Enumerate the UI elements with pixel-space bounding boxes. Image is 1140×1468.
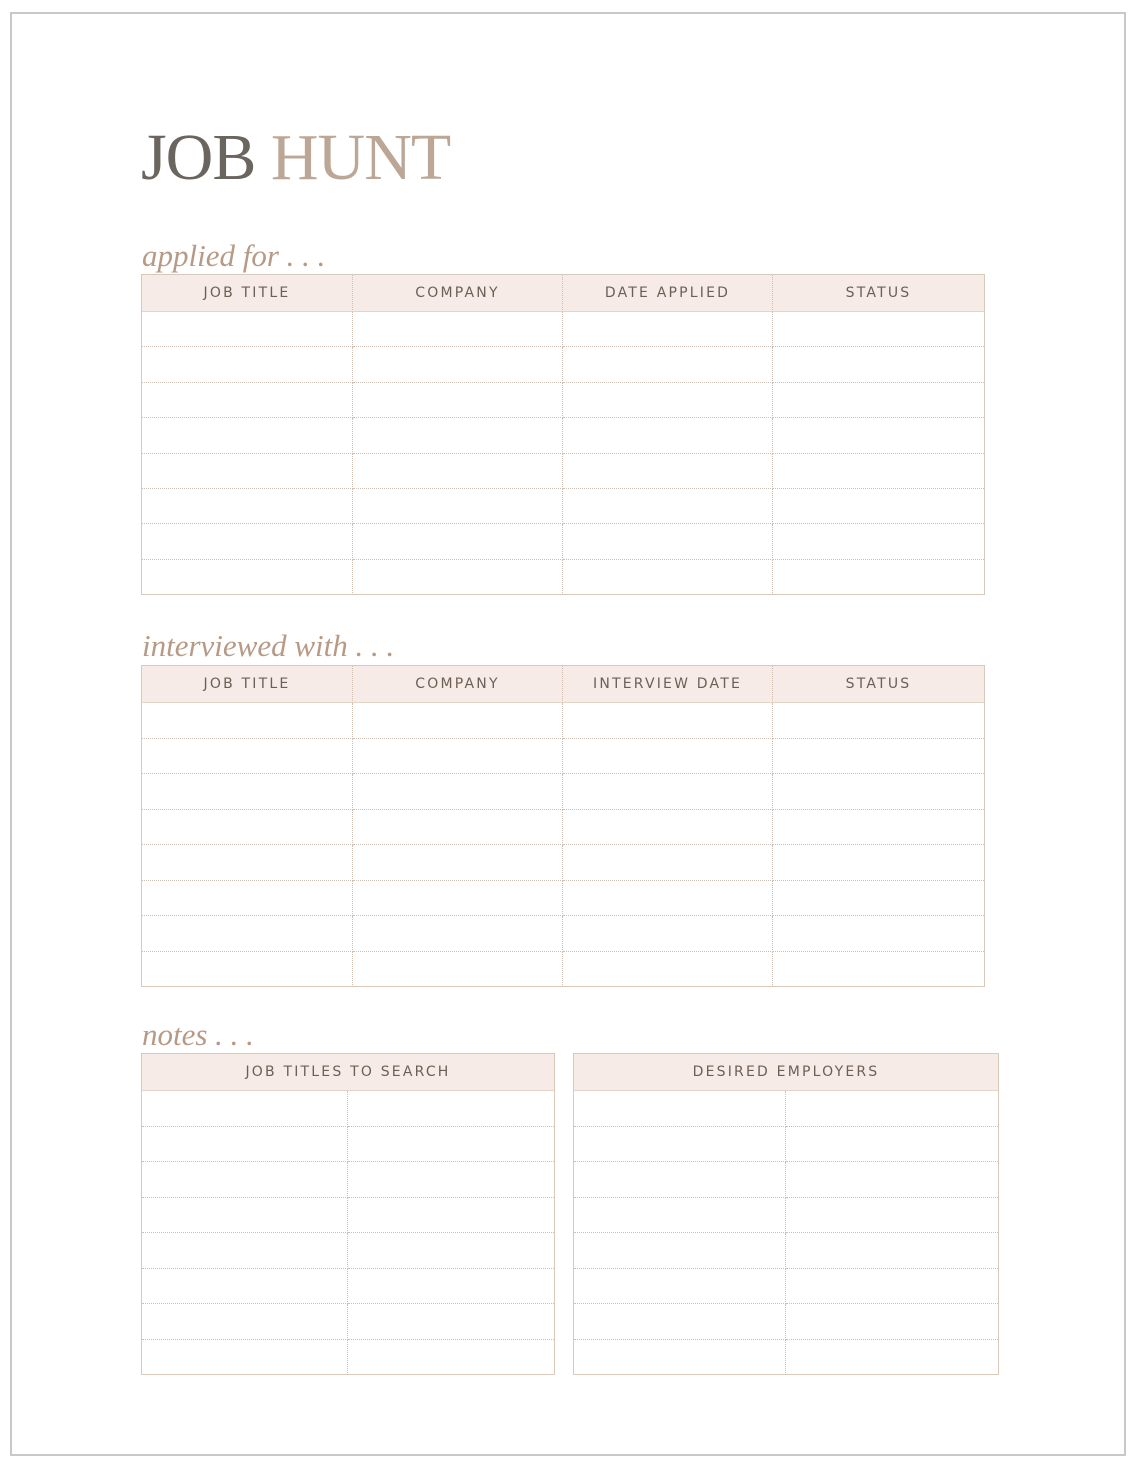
applied-entry-cell[interactable] (563, 312, 773, 347)
applied-heading: applied for . . . (142, 238, 326, 273)
employers-entry-cell[interactable] (574, 1233, 786, 1269)
applied-entry-cell[interactable] (142, 312, 353, 347)
interviewed-entry-cell[interactable] (773, 774, 984, 810)
job-titles-entry-cell[interactable] (142, 1127, 348, 1163)
interviewed-entry-cell[interactable] (773, 703, 984, 739)
applied-entry-cell[interactable] (773, 347, 984, 382)
job-titles-entry-cell[interactable] (348, 1233, 554, 1269)
applied-entry-cell[interactable] (563, 489, 773, 524)
applied-column-header: STATUS (773, 275, 984, 312)
interviewed-entry-cell[interactable] (142, 952, 353, 988)
applied-entry-cell[interactable] (142, 383, 353, 418)
interviewed-heading: interviewed with . . . (142, 628, 395, 663)
applied-table (141, 274, 985, 595)
applied-entry-cell[interactable] (353, 524, 563, 559)
interviewed-entry-cell[interactable] (353, 810, 563, 846)
job-titles-entry-cell[interactable] (348, 1127, 554, 1163)
interviewed-entry-cell[interactable] (142, 739, 353, 775)
employers-entry-cell[interactable] (574, 1127, 786, 1163)
interviewed-entry-cell[interactable] (563, 703, 773, 739)
applied-entry-cell[interactable] (353, 489, 563, 524)
interviewed-entry-cell[interactable] (353, 739, 563, 775)
interviewed-entry-cell[interactable] (353, 952, 563, 988)
page-title-word-job: JOB (141, 121, 256, 194)
employers-entry-cell[interactable] (786, 1340, 998, 1376)
applied-entry-cell[interactable] (773, 524, 984, 559)
employers-entry-cell[interactable] (786, 1233, 998, 1269)
job-titles-to-search-box (141, 1053, 555, 1375)
applied-column-header: JOB TITLE (142, 275, 353, 312)
interviewed-entry-cell[interactable] (773, 845, 984, 881)
applied-entry-cell[interactable] (563, 560, 773, 595)
interviewed-entry-cell[interactable] (142, 881, 353, 917)
interviewed-entry-cell[interactable] (353, 916, 563, 952)
interviewed-entry-cell[interactable] (563, 774, 773, 810)
job-titles-entry-cell[interactable] (348, 1091, 554, 1127)
applied-entry-cell[interactable] (773, 383, 984, 418)
interviewed-entry-cell[interactable] (563, 810, 773, 846)
employers-entry-cell[interactable] (786, 1304, 998, 1340)
employers-entry-cell[interactable] (786, 1162, 998, 1198)
applied-entry-cell[interactable] (563, 524, 773, 559)
interviewed-column-header: INTERVIEW DATE (563, 666, 773, 703)
employers-entry-cell[interactable] (786, 1198, 998, 1234)
interviewed-entry-cell[interactable] (773, 739, 984, 775)
interviewed-entry-cell[interactable] (142, 845, 353, 881)
interviewed-entry-cell[interactable] (353, 881, 563, 917)
job-titles-entry-cell[interactable] (142, 1091, 348, 1127)
applied-column-header: DATE APPLIED (563, 275, 773, 312)
job-titles-entry-cell[interactable] (348, 1198, 554, 1234)
job-titles-entry-cell[interactable] (348, 1269, 554, 1305)
applied-entry-cell[interactable] (353, 312, 563, 347)
applied-column-header: COMPANY (353, 275, 563, 312)
employers-entry-cell[interactable] (574, 1304, 786, 1340)
interviewed-entry-cell[interactable] (142, 703, 353, 739)
job-titles-entry-cell[interactable] (142, 1304, 348, 1340)
job-titles-entry-cell[interactable] (142, 1198, 348, 1234)
notes-heading: notes . . . (142, 1017, 254, 1052)
applied-entry-cell[interactable] (773, 454, 984, 489)
applied-entry-cell[interactable] (563, 383, 773, 418)
job-titles-entry-cell[interactable] (348, 1304, 554, 1340)
applied-entry-cell[interactable] (353, 560, 563, 595)
interviewed-entry-cell[interactable] (353, 845, 563, 881)
job-titles-box-header: JOB TITLES TO SEARCH (142, 1054, 554, 1091)
applied-entry-cell[interactable] (773, 312, 984, 347)
page-title (141, 118, 450, 198)
applied-entry-cell[interactable] (773, 560, 984, 595)
job-titles-entry-cell[interactable] (348, 1162, 554, 1198)
job-titles-entry-cell[interactable] (142, 1269, 348, 1305)
employers-entry-cell[interactable] (786, 1269, 998, 1305)
applied-entry-cell[interactable] (773, 489, 984, 524)
interviewed-table (141, 665, 985, 987)
applied-entry-cell[interactable] (563, 347, 773, 382)
applied-entry-cell[interactable] (773, 418, 984, 453)
job-titles-entry-cell[interactable] (142, 1233, 348, 1269)
employers-entry-cell[interactable] (786, 1091, 998, 1127)
interviewed-column-header: COMPANY (353, 666, 563, 703)
interviewed-entry-cell[interactable] (142, 916, 353, 952)
desired-employers-box (573, 1053, 999, 1375)
interviewed-entry-cell[interactable] (563, 845, 773, 881)
employers-box-header: DESIRED EMPLOYERS (574, 1054, 998, 1091)
job-titles-entry-cell[interactable] (142, 1162, 348, 1198)
applied-entry-cell[interactable] (353, 383, 563, 418)
applied-entry-cell[interactable] (353, 454, 563, 489)
employers-entry-cell[interactable] (574, 1198, 786, 1234)
applied-entry-cell[interactable] (142, 418, 353, 453)
interviewed-entry-cell[interactable] (353, 703, 563, 739)
applied-entry-cell[interactable] (142, 347, 353, 382)
job-titles-entry-cell[interactable] (142, 1340, 348, 1376)
interviewed-entry-cell[interactable] (142, 774, 353, 810)
interviewed-column-header: STATUS (773, 666, 984, 703)
interviewed-entry-cell[interactable] (353, 774, 563, 810)
employers-entry-cell[interactable] (786, 1127, 998, 1163)
employers-entry-cell[interactable] (574, 1269, 786, 1305)
employers-entry-cell[interactable] (574, 1091, 786, 1127)
interviewed-entry-cell[interactable] (773, 916, 984, 952)
applied-entry-cell[interactable] (563, 454, 773, 489)
interviewed-entry-cell[interactable] (563, 916, 773, 952)
interviewed-entry-cell[interactable] (563, 952, 773, 988)
employers-entry-cell[interactable] (574, 1162, 786, 1198)
page-title-word-hunt: HUNT (270, 121, 451, 194)
interviewed-entry-cell[interactable] (142, 810, 353, 846)
applied-entry-cell[interactable] (142, 560, 353, 595)
interviewed-entry-cell[interactable] (773, 881, 984, 917)
applied-entry-cell[interactable] (353, 418, 563, 453)
job-titles-entry-cell[interactable] (348, 1340, 554, 1376)
interviewed-entry-cell[interactable] (773, 810, 984, 846)
applied-entry-cell[interactable] (142, 489, 353, 524)
applied-entry-cell[interactable] (142, 454, 353, 489)
applied-entry-cell[interactable] (353, 347, 563, 382)
interviewed-entry-cell[interactable] (563, 881, 773, 917)
employers-entry-cell[interactable] (574, 1340, 786, 1376)
applied-entry-cell[interactable] (142, 524, 353, 559)
interviewed-entry-cell[interactable] (773, 952, 984, 988)
interviewed-entry-cell[interactable] (563, 739, 773, 775)
interviewed-column-header: JOB TITLE (142, 666, 353, 703)
applied-entry-cell[interactable] (563, 418, 773, 453)
